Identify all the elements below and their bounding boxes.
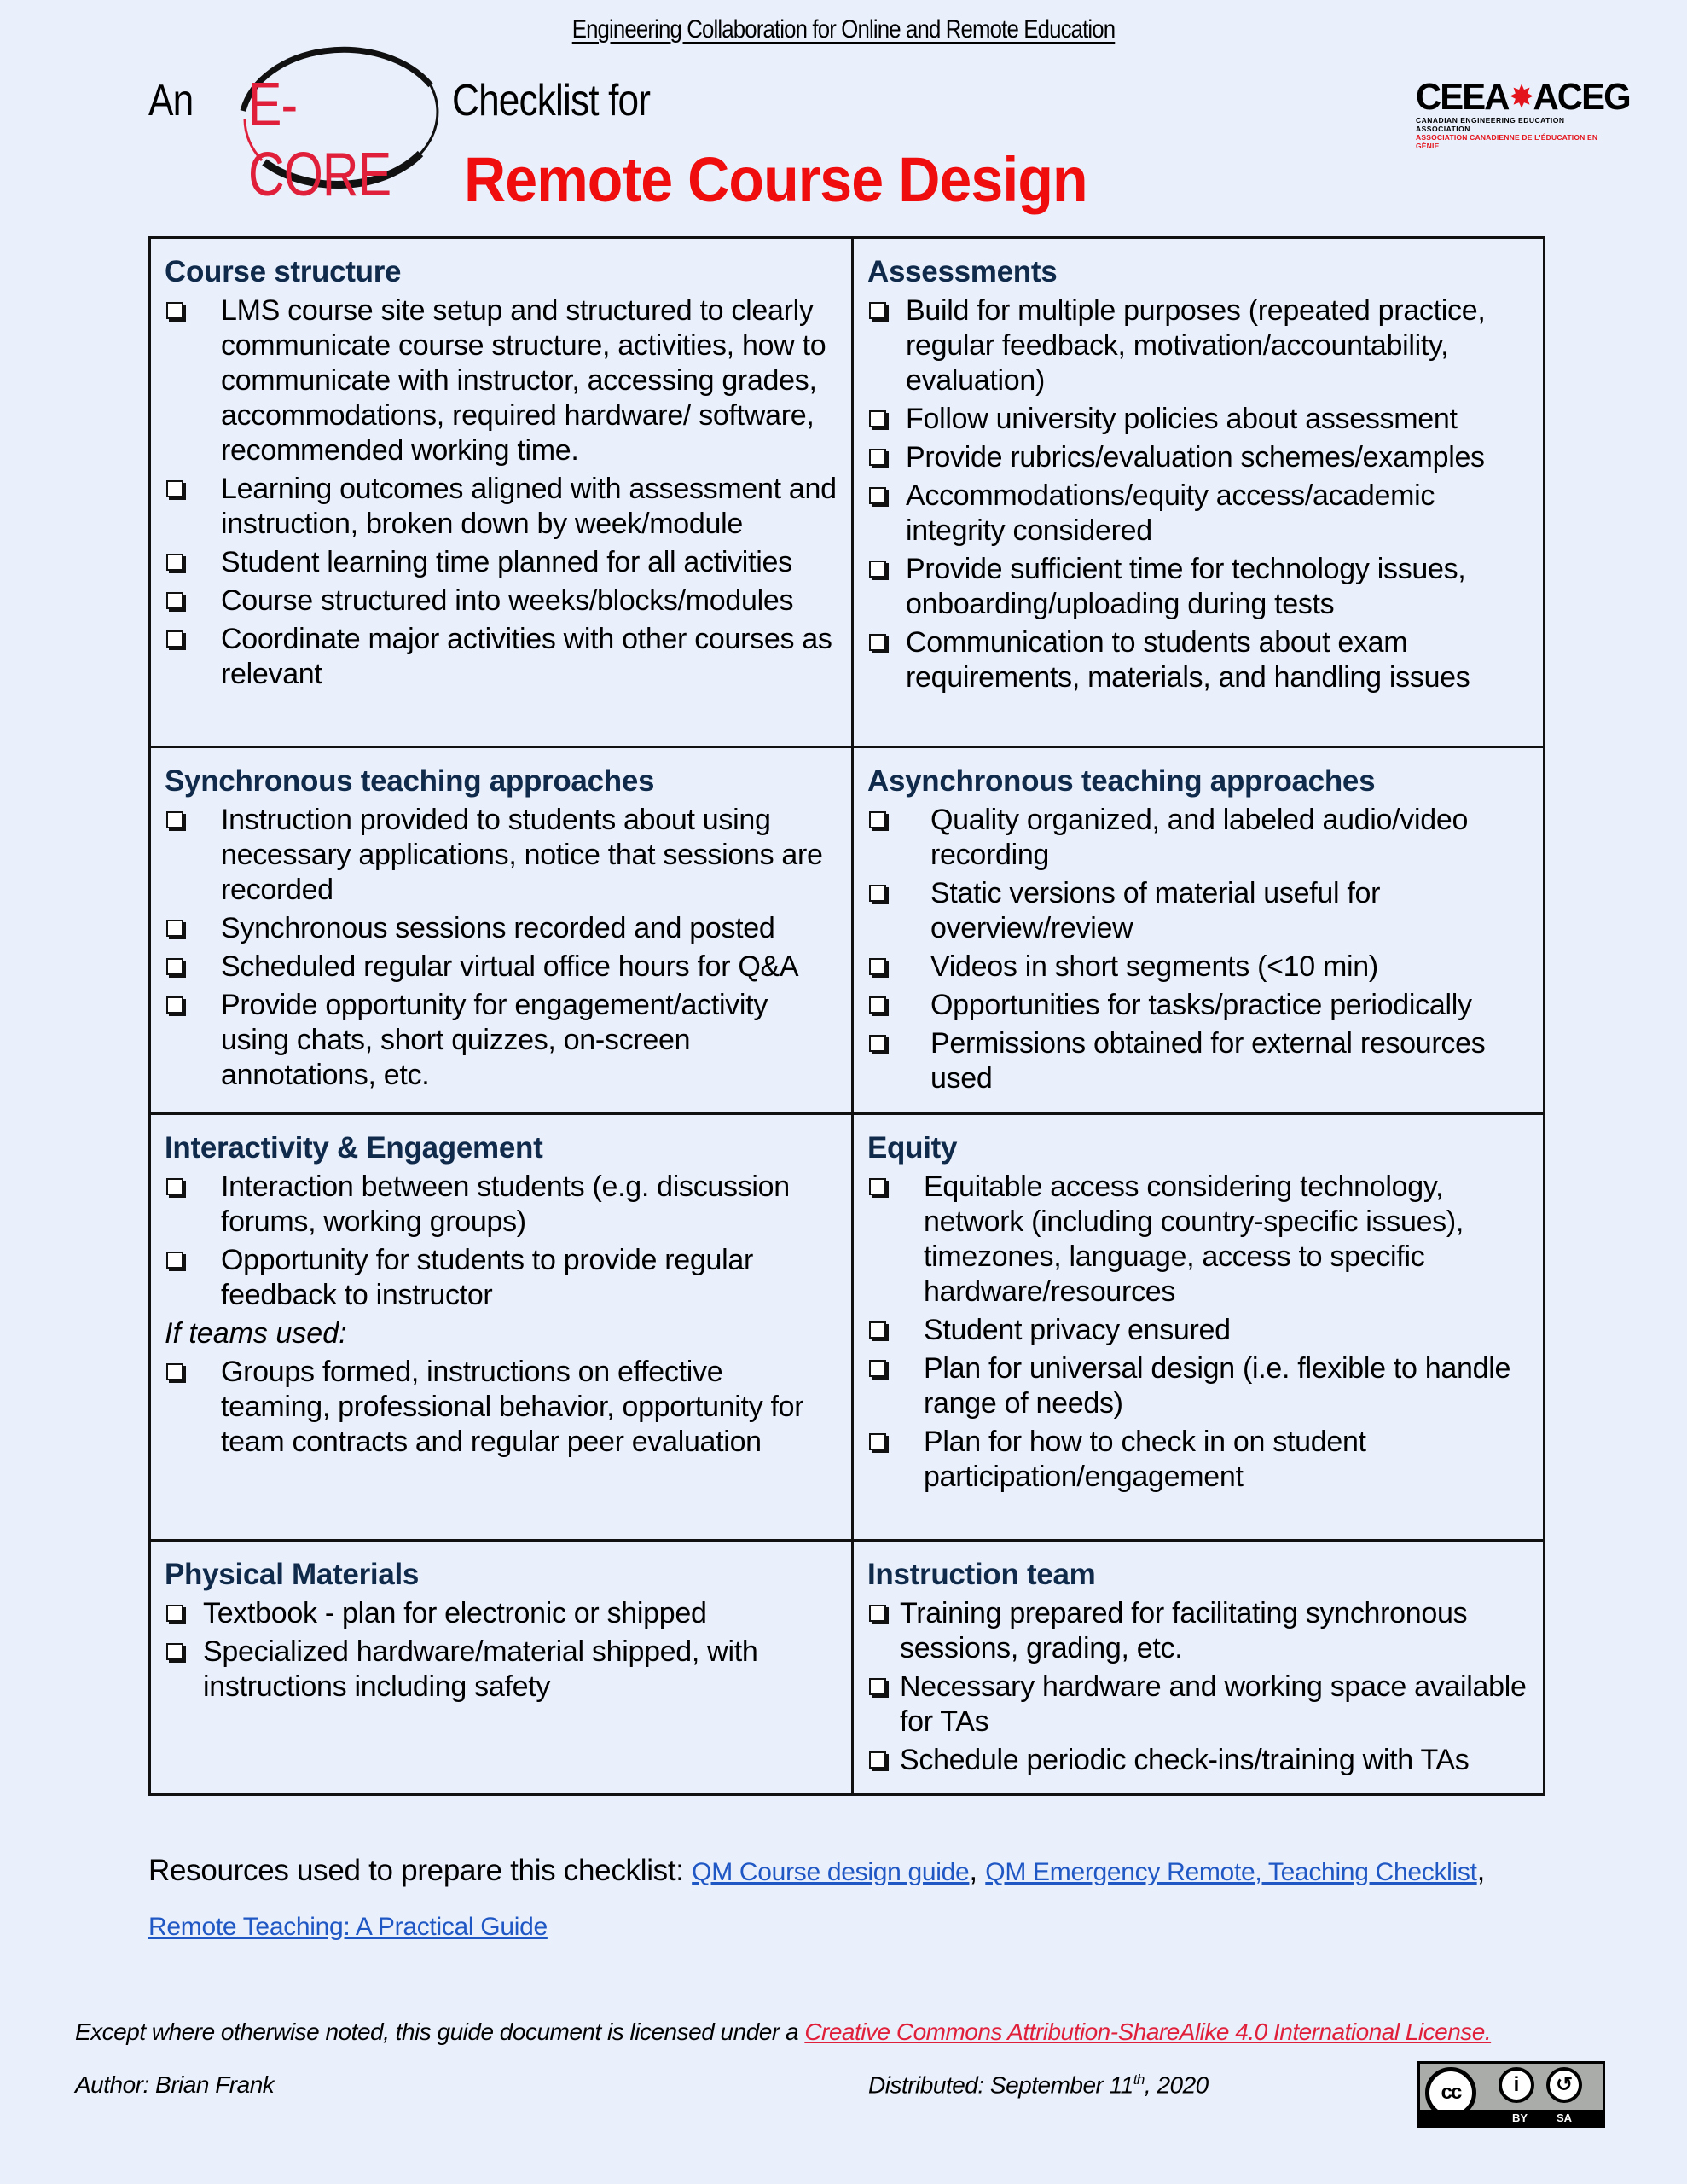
teams-note: If teams used: [165, 1317, 347, 1350]
ceea-text: CEEA [1416, 76, 1509, 118]
checkbox-icon[interactable] [867, 988, 930, 1023]
checklist-item[interactable]: Permissions obtained for external resources used [867, 1026, 1531, 1096]
section-title: Physical Materials [165, 1558, 420, 1591]
checklist-item[interactable]: Opportunity for students to provide regular feedback to instructor [165, 1243, 839, 1313]
checkbox-icon[interactable] [165, 1243, 221, 1313]
checkbox-icon[interactable] [867, 479, 906, 549]
section-assessments [854, 239, 1543, 748]
checklist-item[interactable]: Accommodations/equity access/academic integrity considered [867, 479, 1531, 549]
section-title: Instruction team [867, 1558, 1096, 1591]
checklist-item[interactable]: Interaction between students (e.g. discussion forums, working groups) [165, 1170, 839, 1240]
checkbox-icon[interactable] [867, 1596, 900, 1666]
checkbox-icon[interactable] [867, 440, 906, 475]
checklist-item[interactable]: Groups formed, instructions on effective teaming, professional behavior, opportunity for team contracts and regular peer evaluation [165, 1355, 839, 1460]
distribution-date: Distributed: September 11th, 2020 [868, 2071, 1209, 2099]
section-synchronous [151, 748, 854, 1115]
page-title: Remote Course Design [464, 144, 1087, 215]
link-remote-teaching-guide[interactable]: Remote Teaching: A Practical Guide [148, 1913, 548, 1941]
checkbox-icon[interactable] [867, 1425, 924, 1495]
checklist-item[interactable]: Textbook - plan for electronic or shipped [165, 1596, 839, 1631]
checklist-item[interactable]: Necessary hardware and working space available for TAs [867, 1670, 1531, 1740]
checklist-grid [148, 236, 1545, 1796]
checklist-item[interactable]: Learning outcomes aligned with assessment and instruction, broken down by week/module [165, 472, 839, 542]
cc-badge-bar: BY SA [1420, 2110, 1603, 2125]
section-equity [854, 1115, 1543, 1542]
checkbox-icon[interactable] [867, 552, 906, 622]
header-suffix: Checklist for [452, 76, 651, 125]
header-prefix: An [148, 76, 194, 125]
checklist-item[interactable]: Provide opportunity for engagement/activity using chats, short quizzes, on-screen annotations, etc. [165, 988, 839, 1093]
ceea-subtitle-fr: ASSOCIATION CANADIENNE DE L'ÉDUCATION EN GÉNIE [1416, 133, 1598, 150]
checkbox-icon[interactable] [165, 803, 221, 908]
checklist-item[interactable]: Plan for how to check in on student participation/engagement [867, 1425, 1531, 1495]
checkbox-icon[interactable] [867, 1351, 924, 1421]
checkbox-icon[interactable] [867, 1670, 900, 1740]
checklist-item[interactable]: Plan for universal design (i.e. flexible to handle range of needs) [867, 1351, 1531, 1421]
section-title: Assessments [867, 255, 1058, 288]
section-interactivity [151, 1115, 854, 1542]
checkbox-icon[interactable] [165, 1635, 203, 1705]
cc-by-sa-badge[interactable] [1417, 2061, 1605, 2128]
section-asynchronous [854, 748, 1543, 1115]
checklist-item[interactable]: Provide rubrics/evaluation schemes/examples [867, 440, 1531, 475]
checkbox-icon[interactable] [165, 545, 221, 580]
checkbox-icon[interactable] [165, 1596, 203, 1631]
checklist-item[interactable]: Communication to students about exam requirements, materials, and handling issues [867, 625, 1531, 695]
checkbox-icon[interactable] [165, 293, 221, 468]
maple-leaf-icon: ✸ [1510, 81, 1532, 113]
resources: Resources used to prepare this checklist: QM Course design guide, QM Emergency Remote, Teaching Checklist, Remote Teaching: A Practical Guide [148, 1854, 1486, 1941]
checklist-item[interactable]: Training prepared for facilitating synchronous sessions, grading, etc. [867, 1596, 1531, 1666]
checklist-item[interactable]: Synchronous sessions recorded and posted [165, 911, 839, 946]
checkbox-icon[interactable] [165, 472, 221, 542]
checkbox-icon[interactable] [867, 876, 930, 946]
section-course-structure [151, 239, 854, 748]
section-title: Synchronous teaching approaches [165, 764, 655, 798]
checkbox-icon[interactable] [867, 1026, 930, 1096]
tagline: Engineering Collaboration for Online and Remote Education [571, 15, 1116, 44]
checkbox-icon[interactable] [165, 950, 221, 985]
checklist-item[interactable]: Videos in short segments (<10 min) [867, 950, 1531, 985]
checkbox-icon[interactable] [165, 988, 221, 1093]
checklist-item[interactable]: Quality organized, and labeled audio/video recording [867, 803, 1531, 873]
checkbox-icon[interactable] [867, 402, 906, 437]
checkbox-icon[interactable] [165, 584, 221, 619]
aceg-text: ACEG [1533, 76, 1630, 118]
ecore-logo-text: E-CORE [248, 71, 391, 209]
license-link[interactable]: Creative Commons Attribution-ShareAlike 4.0 International License. [804, 2018, 1492, 2045]
checkbox-icon[interactable] [867, 625, 906, 695]
checkbox-icon[interactable] [867, 803, 930, 873]
ceea-subtitle-en: CANADIAN ENGINEERING EDUCATION ASSOCIATION [1416, 116, 1565, 133]
checkbox-icon[interactable] [867, 1170, 924, 1310]
checklist-item[interactable]: Coordinate major activities with other courses as relevant [165, 622, 839, 692]
checklist-item[interactable]: Course structured into weeks/blocks/modules [165, 584, 839, 619]
section-title: Interactivity & Engagement [165, 1131, 543, 1165]
section-title: Equity [867, 1131, 958, 1165]
checklist-item[interactable]: Specialized hardware/material shipped, with instructions including safety [165, 1635, 839, 1705]
share-alike-icon: ↺ [1546, 2067, 1582, 2103]
checklist-item[interactable]: Static versions of material useful for overview/review [867, 876, 1531, 946]
checklist-item[interactable]: Follow university policies about assessment [867, 402, 1531, 437]
cc-icon: cc [1425, 2067, 1476, 2118]
attribution-person-icon: i [1499, 2067, 1534, 2103]
checklist-item[interactable]: Student privacy ensured [867, 1313, 1531, 1348]
link-qm-emergency-remote-checklist[interactable]: QM Emergency Remote, Teaching Checklist [985, 1858, 1477, 1886]
license-text: Except where otherwise noted, this guide document is licensed under a [75, 2018, 799, 2045]
section-title: Course structure [165, 255, 402, 288]
checkbox-icon[interactable] [165, 1355, 221, 1460]
checkbox-icon[interactable] [165, 911, 221, 946]
checklist-item[interactable]: Opportunities for tasks/practice periodically [867, 988, 1531, 1023]
checklist-item[interactable]: Build for multiple purposes (repeated practice, regular feedback, motivation/accountability, evaluation) [867, 293, 1531, 398]
ceea-aceg-logo [1416, 76, 1630, 150]
license-notice [75, 2018, 1491, 2046]
checkbox-icon[interactable] [165, 622, 221, 692]
checkbox-icon[interactable] [165, 1170, 221, 1240]
checkbox-icon[interactable] [867, 950, 930, 985]
checklist-item[interactable]: Student learning time planned for all activities [165, 545, 839, 580]
author: Author: Brian Frank [75, 2071, 275, 2098]
section-instruction-team [854, 1542, 1543, 1793]
checkbox-icon[interactable] [867, 293, 906, 398]
checkbox-icon[interactable] [867, 1743, 900, 1778]
checklist-item[interactable]: Provide sufficient time for technology issues, onboarding/uploading during tests [867, 552, 1531, 622]
section-title: Asynchronous teaching approaches [867, 764, 1376, 798]
checklist-item[interactable]: Equitable access considering technology, network (including country-specific issues), timezones, language, access to specific hardware/resources [867, 1170, 1531, 1310]
link-qm-course-design-guide[interactable]: QM Course design guide [692, 1858, 970, 1886]
resources-label: Resources used to prepare this checklist: [148, 1854, 684, 1887]
checklist-item[interactable]: Schedule periodic check-ins/training with TAs [867, 1743, 1531, 1778]
ecore-logo [217, 26, 443, 209]
checkbox-icon[interactable] [867, 1313, 924, 1348]
checklist-item[interactable]: Instruction provided to students about using necessary applications, notice that sessions are recorded [165, 803, 839, 908]
checklist-item[interactable]: Scheduled regular virtual office hours for Q&A [165, 950, 839, 985]
section-physical-materials [151, 1542, 854, 1793]
checklist-item[interactable]: LMS course site setup and structured to clearly communicate course structure, activities, how to communicate with instructor, accessing grades, accommodations, required hardware/ software, recommended working time. [165, 293, 839, 468]
